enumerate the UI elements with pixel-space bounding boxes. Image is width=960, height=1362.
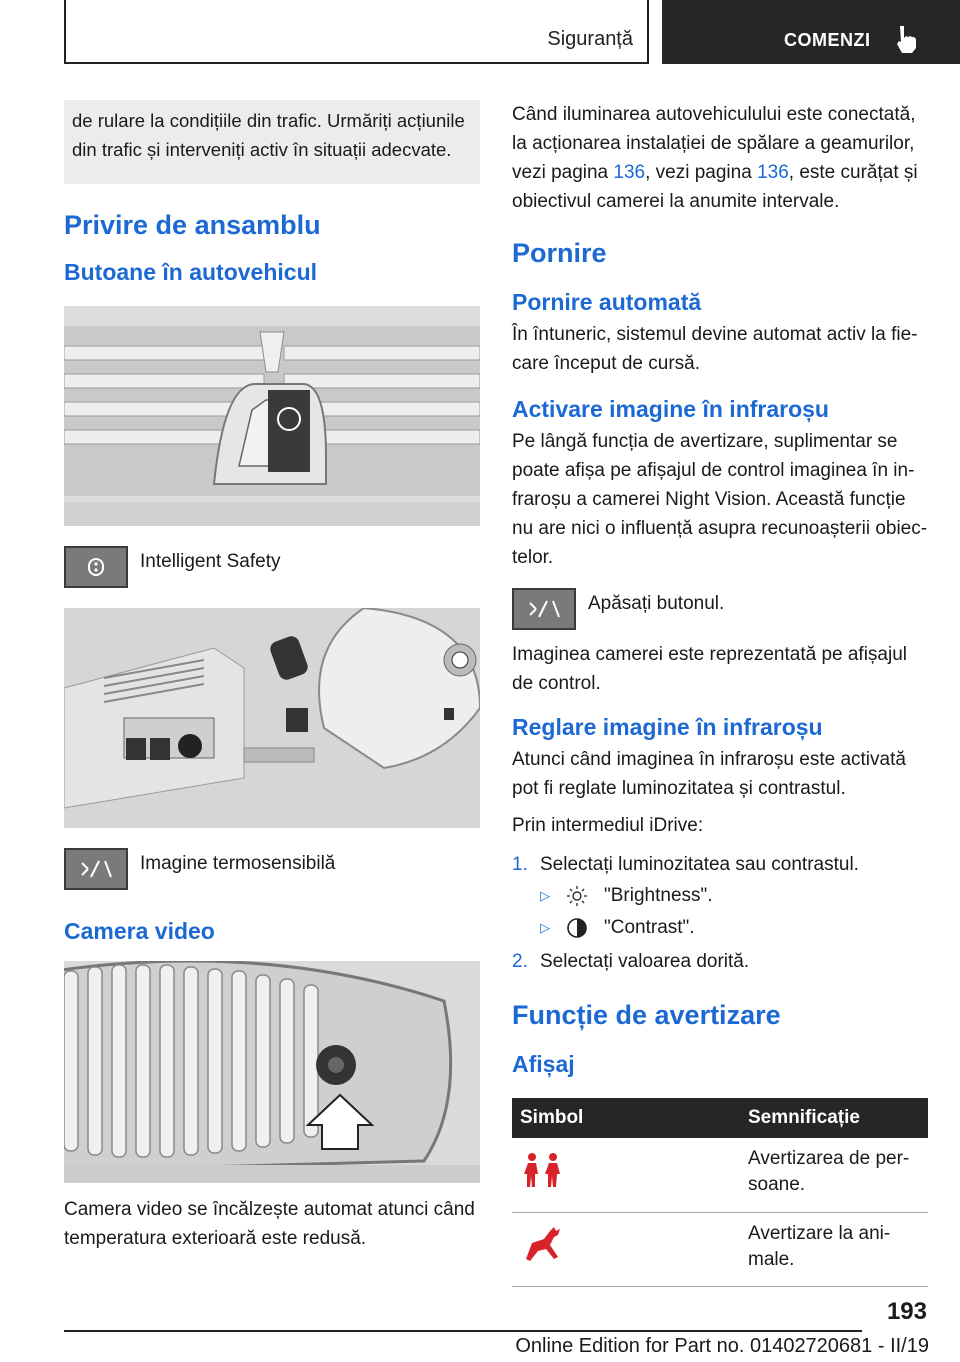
symbol-header: Simbol [512, 1098, 740, 1138]
subsection-title-display: Afișaj [512, 1051, 575, 1077]
symbol-cell [512, 1138, 740, 1212]
table-row [512, 1138, 928, 1212]
camera-description: Camera video se încălzește automat atunci când temperatura exterioară este redusă. [64, 1199, 475, 1249]
subsection-title-ir-adjust: Reglare imagine în infraroșu [512, 714, 823, 740]
animal-warning-icon [520, 1225, 566, 1263]
night-vision-button-icon-2 [512, 588, 576, 630]
page-number: 193 [886, 1298, 927, 1325]
table-row [512, 1212, 928, 1286]
photo-steering-area [64, 608, 480, 828]
step-2-number: 2. [512, 951, 528, 972]
legend-intelligent-safety [64, 546, 480, 588]
page-link-136-b[interactable]: 136 [757, 162, 789, 183]
symbol-cell [512, 1212, 740, 1286]
subsection-title-auto-start: Pornire automată [512, 289, 702, 315]
auto-start-text: În întuneric, sistemul devine automat activ la fie-care început de cursă. [512, 324, 918, 374]
symbol-table [512, 1098, 928, 1287]
grille-illustration [64, 961, 480, 1183]
sub-item-contrast [512, 913, 928, 943]
night-vision-button-icon [64, 848, 128, 890]
photo-dashboard-button [64, 306, 480, 526]
header-section-box [64, 0, 649, 64]
left-column [64, 100, 480, 1253]
intro-text-b: , vezi pagina [645, 162, 758, 183]
step-2-text: Selectați valoarea dorită. [540, 951, 750, 972]
intelligent-safety-button-icon [64, 546, 128, 588]
note-text: de rulare la condițiile din trafic. Urmăriți acțiunile din trafic și interveniți activ în situații adecvate. [72, 110, 465, 160]
note-box [64, 100, 480, 184]
photo-grille-camera [64, 961, 480, 1183]
dashboard-illustration [64, 306, 480, 526]
header-commands-label: COMENZI [784, 30, 871, 50]
sub-item-brightness-text: "Brightness". [604, 885, 713, 906]
meaning-header: Semnificație [740, 1098, 928, 1138]
brightness-icon [566, 885, 588, 907]
step-1-text: Selectați luminozitatea sau contrastul. [540, 854, 859, 875]
section-title-overview: Privire de ansamblu [64, 210, 321, 240]
subsection-title-camera: Camera video [64, 918, 215, 944]
sub-item-contrast-text: "Contrast". [604, 917, 695, 938]
meaning-cell: Avertizare la ani-male. [740, 1212, 928, 1286]
intelligent-safety-label: Intelligent Safety [140, 551, 281, 572]
header-commands-tab [662, 0, 960, 64]
intro-paragraph [512, 100, 928, 216]
subsection-title-buttons: Butoane în autovehicul [64, 259, 318, 285]
step-1-number: 1. [512, 854, 528, 875]
thermal-image-label: Imagine termosensibilă [140, 853, 336, 874]
step-2 [512, 947, 928, 976]
right-column [512, 100, 928, 1287]
intro-text-c: , este curățat și obiectivul camerei la anumite intervale. [512, 162, 918, 212]
ir-activation-text: Pe lângă funcția de avertizare, suplimentar se poate afișa pe afișajul de control imaginea în in-fraroșu a camerei Night Vision. Această funcție nu are nici o influență asupra recunoașterii obiec-telor. [512, 431, 928, 568]
intro-text-a: Când iluminarea autovehiculului este conectată, la acționarea instalației de spălare a geamurilor, vezi pagina [512, 104, 916, 183]
press-button-row [512, 588, 928, 630]
section-title-start: Pornire [512, 238, 607, 268]
section-title-warning: Funcție de avertizare [512, 1000, 781, 1030]
footer-divider [64, 1330, 862, 1332]
pedestrian-warning-icon [520, 1152, 566, 1190]
triangle-bullet-icon: ▷ [540, 888, 550, 903]
idrive-text: Prin intermediul iDrive: [512, 815, 704, 836]
meaning-cell: Avertizarea de per-soane. [740, 1138, 928, 1212]
step-1 [512, 850, 928, 879]
triangle-bullet-icon: ▷ [540, 920, 550, 935]
page-link-136-a[interactable]: 136 [613, 162, 646, 183]
contrast-icon [566, 917, 588, 939]
ir-shown-text: Imaginea camerei este reprezentată pe afișajul de control. [512, 644, 908, 694]
ir-adjust-text: Atunci când imaginea în infraroșu este activată pot fi reglate luminozitatea și contrastul. [512, 749, 906, 799]
symbol-table-header [512, 1098, 928, 1138]
header-section-title: Siguranță [547, 28, 633, 50]
subsection-title-ir-activation: Activare imagine în infraroșu [512, 396, 829, 422]
press-button-label: Apăsați butonul. [588, 593, 725, 614]
pointing-hand-icon [894, 24, 920, 54]
footer-edition: Online Edition for Part no. 01402720681 - II/19 [515, 1335, 929, 1357]
sub-item-brightness [512, 881, 928, 911]
legend-thermal-image [64, 848, 480, 890]
steering-illustration [64, 608, 480, 828]
